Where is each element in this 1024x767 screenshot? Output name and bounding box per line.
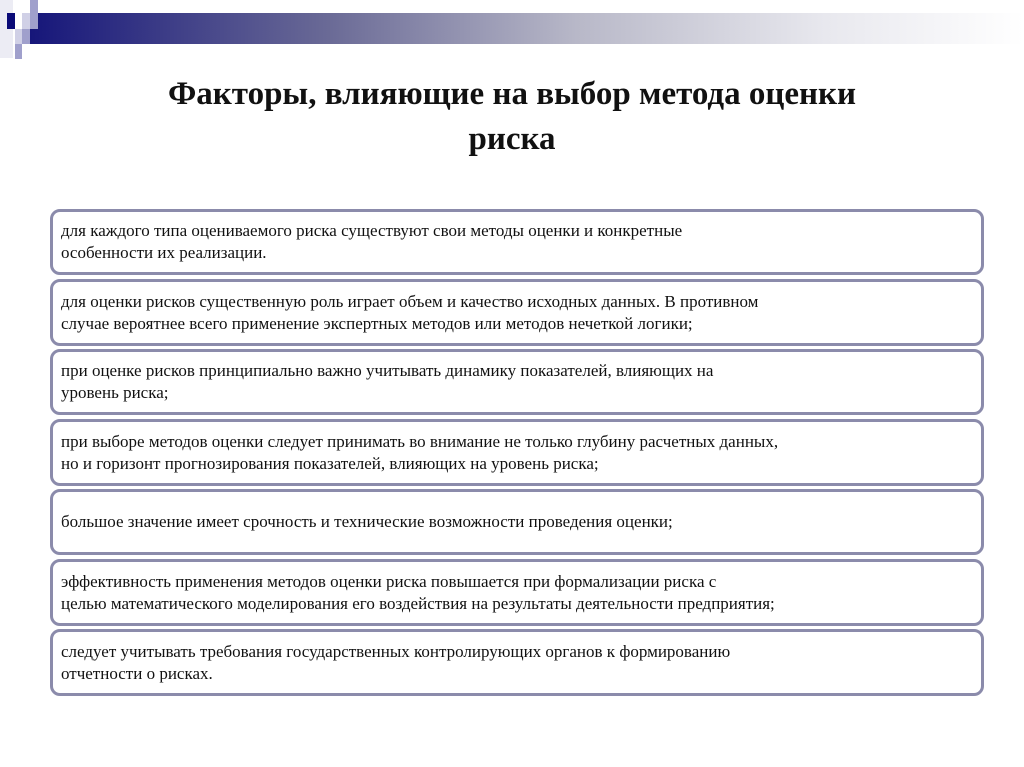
factor-box [50, 349, 984, 415]
factor-text: при выборе методов оценки следует принимать во внимание не только глубину расчетных данных, но и горизонт прогнозирования показателей, влияющих на уровень риска; [61, 431, 779, 473]
decor-square [7, 13, 15, 29]
factor-text: большое значение имеет срочность и технические возможности проведения оценки; [61, 512, 673, 531]
decor-square [22, 29, 30, 44]
factor-box [50, 209, 984, 275]
factor-text: эффективность применения методов оценки риска повышается при формализации риска с целью математического моделирования его воздействия на результаты деятельности предприятия; [61, 571, 775, 613]
factor-text: для каждого типа оцениваемого риска существуют свои методы оценки и конкретные особенности их реализации. [61, 221, 683, 262]
decor-square [15, 44, 22, 59]
factor-box [50, 559, 984, 626]
factor-text: при оценке рисков принципиально важно учитывать динамику показателей, влияющих на уровень риска; [61, 361, 714, 402]
decor-square [15, 29, 22, 44]
factor-box [50, 279, 984, 346]
decor-square [0, 0, 13, 58]
slide-title: Факторы, влияющие на выбор метода оценки риска [167, 76, 857, 157]
factor-text: для оценки рисков существенную роль играет объем и качество исходных данных. В противном случае вероятнее всего применение экспертных методов или методов нечеткой логики; [61, 291, 759, 333]
decor-square [30, 0, 38, 29]
factor-text: следует учитывать требования государственных контролирующих органов к формированию отчетности о рисках. [61, 641, 731, 683]
header-gradient-bar [30, 13, 1024, 44]
factor-box [50, 419, 984, 486]
factor-box [50, 629, 984, 696]
factor-box [50, 489, 984, 555]
decor-square [22, 13, 30, 29]
